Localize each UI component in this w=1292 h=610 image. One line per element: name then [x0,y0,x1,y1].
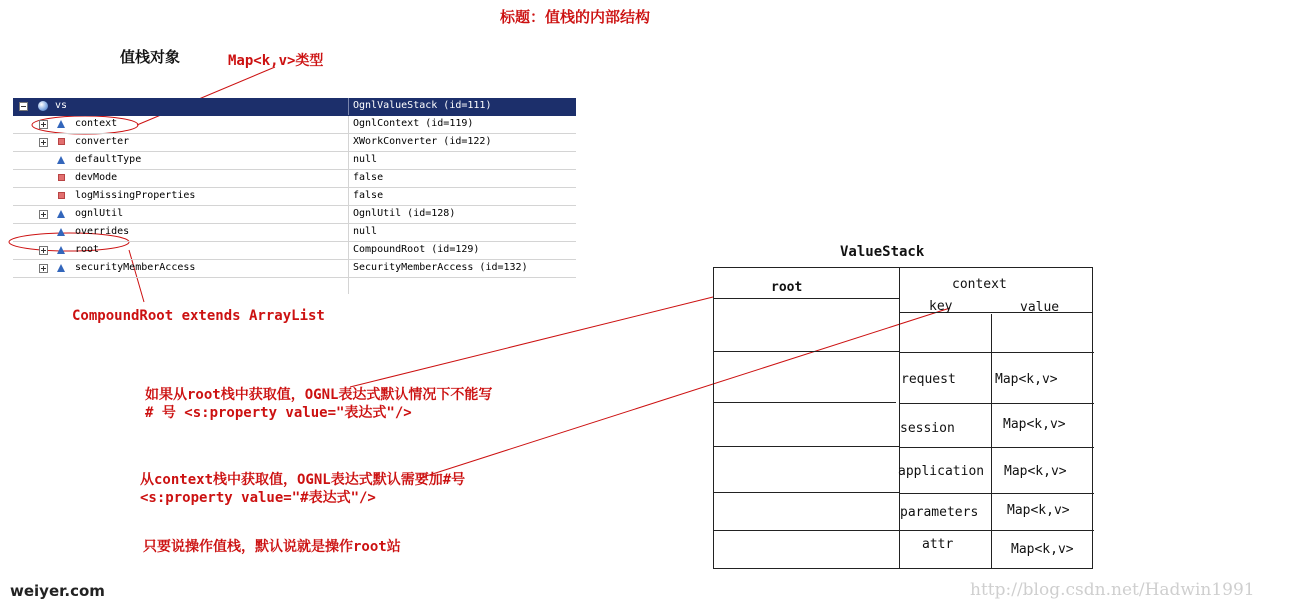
root-row-line [714,402,896,403]
context-row-line [899,530,1094,531]
tree-row-logmissingproperties[interactable] [13,188,576,206]
entry-value-parameters: Map<k,v> [1007,503,1070,518]
context-row-line [899,352,1094,353]
value-stack-object-label: 值栈对象 [120,48,181,66]
root-row-line [714,530,899,531]
entry-value-attr: Map<k,v> [1011,542,1074,557]
tree-row-root[interactable] [13,242,576,260]
key-column-label: key [929,299,953,314]
square-icon [58,174,65,181]
column-divider [348,242,349,259]
field-name: context [75,118,118,129]
field-value: null [353,154,378,165]
triangle-icon [57,264,65,272]
tree-header-row[interactable] [13,98,576,116]
tree-row-devmode[interactable] [13,170,576,188]
context-row-line [899,447,1094,448]
entry-key-attr: attr [922,537,954,552]
root-context-divider [899,268,900,568]
expand-icon[interactable] [39,264,48,273]
triangle-icon [57,228,65,236]
root-access-note-line1: 如果从root栈中获取值，OGNL表达式默认情况下不能写 [145,387,493,403]
root-access-note-line2: # 号 <s:property value="表达式"/> [145,405,412,421]
column-divider [348,98,349,115]
entry-value-request: Map<k,v> [995,372,1058,387]
column-divider [348,134,349,151]
field-value: CompoundRoot (id=129) [353,244,480,255]
tree-row-defaulttype[interactable] [13,152,576,170]
debug-variables-tree [13,98,576,294]
expand-icon[interactable] [39,210,48,219]
entry-key-parameters: parameters [900,505,979,520]
tree-row-ognlutil[interactable] [13,206,576,224]
field-name: logMissingProperties [75,190,196,201]
expand-icon[interactable] [39,138,48,147]
tree-row-converter[interactable] [13,134,576,152]
field-name: converter [75,136,130,147]
tree-row-context[interactable] [13,116,576,134]
field-name: root [75,244,100,255]
root-row-line [714,492,899,493]
expand-icon[interactable] [39,246,48,255]
column-divider [348,224,349,241]
value-stack-diagram-title: ValueStack [840,244,925,260]
square-icon [58,138,65,145]
value-stack-diagram [713,267,1093,569]
entry-value-application: Map<k,v> [1004,464,1067,479]
field-name: ognlUtil [75,208,124,219]
field-value: null [353,226,378,237]
entry-key-application: application [898,464,985,479]
root-access-note [145,386,492,422]
triangle-icon [57,120,65,128]
field-name: overrides [75,226,130,237]
page-title: 标题：值栈的内部结构 [500,8,651,26]
object-globe-icon [38,101,48,111]
field-name: devMode [75,172,118,183]
expand-icon[interactable] [39,120,48,129]
triangle-icon [57,210,65,218]
column-divider [348,260,349,277]
root-column-label: root [771,280,803,295]
context-row-line [899,493,1094,494]
context-access-note-line2: <s:property value="#表达式"/> [140,490,376,506]
root-row-line [714,351,899,352]
entry-value-session: Map<k,v> [1003,417,1066,432]
collapse-icon[interactable] [19,102,28,111]
field-value: OgnlContext (id=119) [353,118,474,129]
root-note-pointer-line [350,297,713,387]
tree-header-name: vs [55,100,68,111]
context-access-note-line1: 从context栈中获取值，OGNL表达式默认需要加#号 [140,472,466,488]
context-column-label: context [952,277,1007,292]
field-name: securityMemberAccess [75,262,196,273]
context-row-line [899,403,1094,404]
map-type-note: Map<k,v>类型 [228,53,324,69]
square-icon [58,192,65,199]
root-row-line [714,446,899,447]
field-value: OgnlUtil (id=128) [353,208,456,219]
column-divider [348,278,349,294]
tree-row-overrides[interactable] [13,224,576,242]
tree-row-securitymemberaccess[interactable] [13,260,576,278]
root-header-line [714,298,899,299]
field-value: SecurityMemberAccess (id=132) [353,262,528,273]
column-divider [348,152,349,169]
column-divider [348,206,349,223]
field-name: defaultType [75,154,142,165]
compound-root-note: CompoundRoot extends ArrayList [72,308,325,324]
entry-key-request: request [901,372,956,387]
column-divider [348,116,349,133]
triangle-icon [57,246,65,254]
context-access-note [140,471,465,507]
field-value: XWorkConverter (id=122) [353,136,492,147]
column-divider [348,188,349,205]
value-column-label: value [1020,300,1060,315]
blog-watermark: http://blog.csdn.net/Hadwin1991 [970,580,1255,600]
field-value: false [353,172,384,183]
operate-root-note: 只要说操作值栈，默认说就是操作root站 [143,539,401,555]
brand-logo-text: weiyer.com [10,582,105,600]
entry-key-session: session [900,421,955,436]
column-divider [348,170,349,187]
field-value: false [353,190,384,201]
tree-header-value: OgnlValueStack (id=111) [353,100,492,111]
triangle-icon [57,156,65,164]
tree-empty-row [13,278,576,294]
